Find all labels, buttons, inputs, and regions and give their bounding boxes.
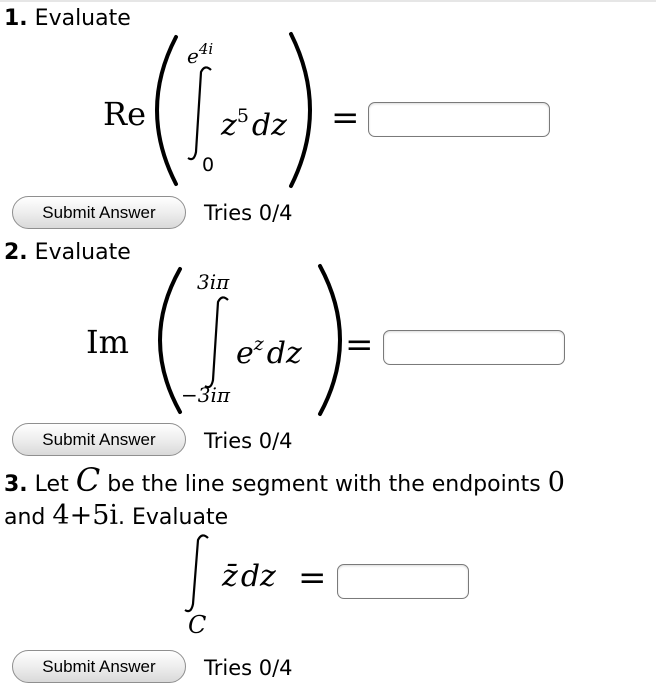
problem-2-instruction: Evaluate <box>34 240 131 265</box>
problem-3-endpoint-b: 4+5i <box>52 500 119 531</box>
problem-1-submit-button[interactable]: Submit Answer <box>12 196 186 229</box>
problem-2-tries-counter: Tries 0/4 <box>204 429 293 453</box>
problem-3-lower-limit: C <box>188 611 207 639</box>
problem-2-upper-limit: 3iπ <box>197 270 230 294</box>
problem-2-imaginary-part-operator: Im <box>86 323 129 361</box>
problem-1-real-part-operator: Re <box>103 95 147 133</box>
problem-3-endpoint-a: 0 <box>547 467 565 498</box>
problem-3-integral-sign <box>185 535 208 611</box>
problem-1-equals-sign: = <box>331 98 360 138</box>
problem-3-equals-sign: = <box>298 558 327 598</box>
problem-3-let-text: Let <box>34 472 69 497</box>
problem-2-lower-limit: −3iπ <box>181 383 231 407</box>
problem-3-integrand: z̄ dz <box>222 559 276 594</box>
problem-3-description: be the line segment with the endpoints <box>107 472 541 497</box>
problem-3-curve-symbol: C <box>75 461 101 499</box>
problem-3-answer-input[interactable] <box>337 564 469 599</box>
problem-1-lower-limit: 0 <box>202 154 215 176</box>
problem-2-integrand: $e^z$ dz <box>236 333 302 371</box>
problem-3-evaluate-text: . Evaluate <box>118 505 229 530</box>
problem-1-integrand: $z^5$ dz <box>221 105 287 143</box>
problem-1-instruction: Evaluate <box>34 6 131 31</box>
problem-3-submit-button[interactable]: Submit Answer <box>12 650 186 683</box>
problem-2-submit-button[interactable]: Submit Answer <box>12 423 186 456</box>
problem-3-tries-counter: Tries 0/4 <box>204 656 293 680</box>
problem-3-and-text: and <box>4 505 46 530</box>
problem-2-number: 2. <box>4 240 28 265</box>
problem-1-upper-limit: e4i <box>187 40 214 68</box>
problem-3-number: 3. <box>4 472 28 497</box>
problem-1-number: 1. <box>4 6 28 31</box>
problem-1-tries-counter: Tries 0/4 <box>204 201 293 225</box>
problem-2-equals-sign: = <box>345 325 374 365</box>
